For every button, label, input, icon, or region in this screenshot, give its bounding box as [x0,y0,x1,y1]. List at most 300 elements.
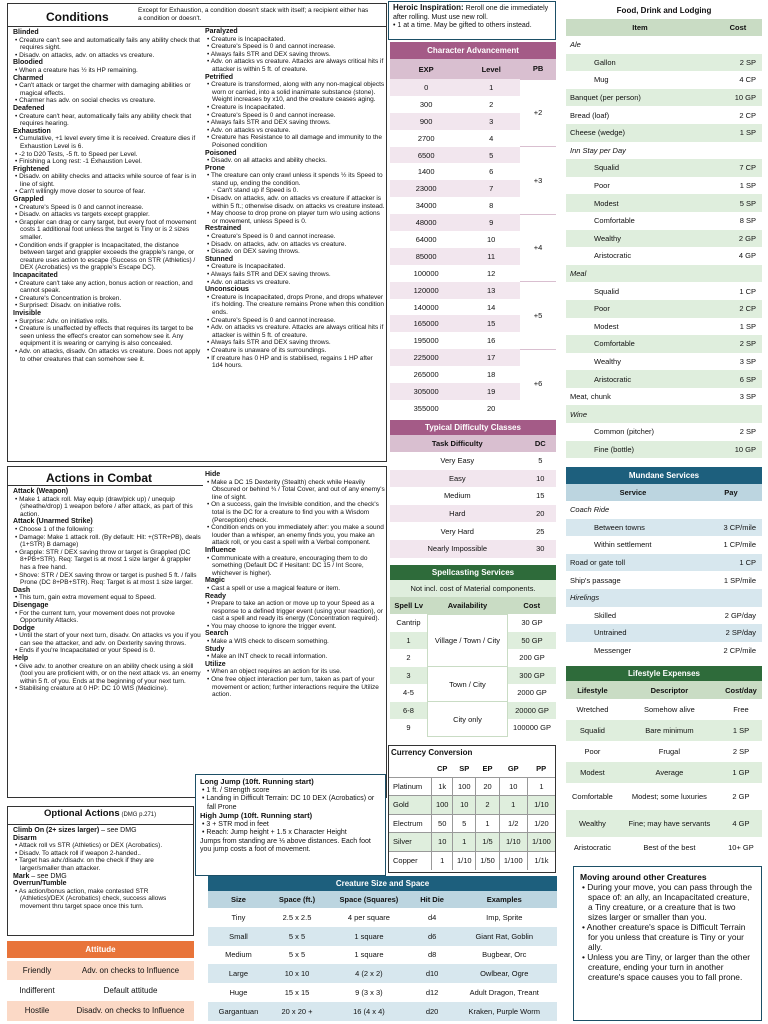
cell: 50 [432,814,453,833]
list-item: • Adv. on attacks vs creature. Attacks are always critical hits if attacker is within 5 ft. of creature. [205,324,385,339]
list-item: • Reach: Jump height + 1.5 x Character Height [200,829,381,838]
moving-title: Moving around other Creatures [580,872,707,882]
cell: 23000 [415,184,437,194]
cell: Easy [448,473,466,483]
list-item: • Grappler can drag or carry target, but every foot of movement costs 1 additional foot unless the target is Tiny or is 2 sizes smaller. [13,219,201,242]
item-cell: Comfortable [594,339,635,349]
column-header: DC [525,435,556,452]
item-cell: Aristocratic [594,251,632,261]
list-item: • Disadv. on all attacks and ability checks. [205,157,385,165]
cell: Owlbear, Ogre [480,969,529,979]
table-row [566,699,762,720]
cell: d8 [427,950,437,960]
cost-cell: 1 SP [739,128,756,138]
cell: 8 [489,201,494,211]
lifestyle-expenses-table [566,666,762,862]
list-item: • Creature can't see and automatically fails any ability check that requires sight. [13,37,201,52]
attitude-title: Attitude [7,941,194,958]
section-heading [13,827,193,835]
column-header: Availability [427,597,507,614]
section-list [13,113,201,128]
cell: 265000 [413,370,439,380]
list-item: • Disadv. on attacks, adv. on attacks vs creature if attacker is within 5 ft.; otherwise disadv. on attacks vs creature instead. [205,195,385,210]
cell: Wealthy [578,819,606,828]
moving-around-panel [573,866,762,1021]
cell: Village / Town / City [427,614,507,667]
cell: 6 [489,167,494,177]
cell: 200 GP [508,649,556,667]
cell: 2 [489,99,494,109]
section-name: Disarm [13,834,37,842]
cell: Hard [449,509,466,519]
cell: Medium [225,950,252,960]
optional-actions-panel [7,806,194,936]
cell: 5 x 5 [288,950,306,960]
column-header: Service [566,484,700,501]
table-row [566,642,762,660]
cell: 100000 GP [508,719,556,737]
cell: Bare minimum [645,726,694,735]
character-advancement-table [390,42,556,416]
cell: 1/2 [499,814,527,833]
item-cell: Untrained [594,628,627,638]
table-row [566,810,762,837]
table-row [389,796,555,815]
cell: 1 [476,814,499,833]
cell: Comfortable [572,792,613,801]
mundane-services-table [566,467,762,662]
section-heading: Unconscious [205,286,249,294]
cell: 30 [536,544,545,554]
attitude-row [7,981,194,1001]
cell: 10+ GP [728,843,754,852]
table-row [390,667,556,685]
optional-actions-title: Optional Actions [44,808,120,819]
cell: Very Easy [440,456,475,466]
heroic-title: Heroic Inspiration: [393,3,464,12]
list-item: • Grapple: STR / DEX saving throw or target is Grappled (DC 8+PB+STR). Req: Target is at most 1 size larger & grappler has a free hand. [13,549,201,572]
section-list [205,479,385,547]
table-row [566,36,762,54]
cell: Poor [584,747,601,756]
list-item: • When an object requires an action for its use. [205,668,385,676]
cell: 1/100 [527,833,555,852]
cost-cell: 1 SP/mile [723,575,756,585]
list-item: • Until the start of your next turn, disadv. On attacks vs you if you can see the attacker, and adv. on Dexterity saving throws. [13,632,201,647]
lifestyle-title: Lifestyle Expenses [566,666,762,681]
table-row [566,741,762,762]
cell: 18 [487,370,496,380]
cell: 100000 [413,268,439,278]
cell: d20 [425,1006,439,1016]
section-list [13,135,201,165]
section-heading: Incapacitated [13,272,58,279]
section-heading [13,873,193,881]
cell: Average [655,768,684,777]
food-drink-lodging-table [566,3,762,464]
cell: Adv. on checks to Influence [67,961,194,981]
cell: 1 [527,777,555,796]
item-cell: Fine (bottle) [594,444,635,454]
table-row [390,79,556,96]
list-item: • Adv. on attacks vs creature. [205,279,385,287]
table-row [566,71,762,89]
section-list [13,280,201,310]
jump-panel [195,774,386,876]
table-row [389,851,555,870]
cost-cell: 3 SP [739,392,756,402]
list-item: • If creature has 0 HP and is stabilised, regains 1 HP after 1d4 hours. [205,355,385,370]
item-cell: Modest [594,321,619,331]
list-item: • Condition ends on you immediately after: you make a sound louder than a whisper, an enemy finds you, you make an attack roll, or you cast a spell with a Verbal component. [205,524,385,547]
table-row [566,554,762,572]
cell: Cantrip [390,614,427,632]
cell: 9 (3 x 3) [355,988,383,998]
cell: 100 [453,777,476,796]
pb-cell: +2 [520,79,556,147]
list-item: • Disadv. To attack roll if weapon 2-handed.. [13,850,193,858]
pb-cell: +3 [520,147,556,215]
table-row [208,927,557,946]
list-item: • Adv. on attacks vs creature. Attacks are always critical hits if attacker is within 5 ft. of creature. [205,58,385,73]
cost-cell: 7 CP [739,163,756,173]
table-row [566,405,762,423]
table-row [390,470,556,488]
list-item: • Adv. on attacks, disadv. On attacks vs creature. Does not apply to other creatures that can somehow see it. [13,348,201,363]
cell: 1/50 [476,851,499,870]
table-row [566,607,762,625]
item-cell: Bread (loaf) [570,110,610,120]
cell: Large [228,969,249,979]
cell: 1 [432,851,453,870]
column-header: CP [437,764,448,774]
column-header: Cost/day [720,681,762,699]
cell: d12 [425,988,439,998]
cell: 11 [487,251,496,261]
cost-cell: 3 SP [739,356,756,366]
cell: 140000 [413,302,439,312]
column-header: Descriptor [619,681,720,699]
section-heading [13,835,193,843]
cell: 4-5 [390,684,427,702]
section-heading: Attack (Weapon) [13,488,69,495]
combat-right-column [205,471,385,699]
cost-cell: 2 SP [739,427,756,437]
column-header [389,761,432,777]
item-cell: Inn Stay per Day [570,145,626,155]
cell: 2 GP [732,792,750,801]
cell: Default attitude [67,981,194,1001]
list-item: • Prepare to take an action or move up to your Speed as a response to a defined trigger event (using your reaction), or cast a spell and ready its energy (Concentration required). [205,600,385,623]
section-list [205,233,385,256]
heroic-bullet: • 1 at a time. May be gifted to others instead. [393,22,532,29]
currency-conversion-table [388,745,556,873]
cell: 6-8 [390,702,427,720]
cell: 20 [487,403,496,413]
section-list [13,888,193,911]
header-row [566,681,762,699]
table-row [566,177,762,195]
cell: 30 GP [508,614,556,632]
list-item: • Ends if you're Incapacitated or your Speed is 0. [13,647,201,655]
cell: 20000 GP [508,702,556,720]
section-list [13,842,193,872]
item-cell: Common (pitcher) [594,427,655,437]
header-row [390,435,556,452]
item-cell: Ship's passage [570,575,621,585]
section-list [205,668,385,698]
list-item: • Make an INT check to recall information. [205,653,385,661]
section-list [13,526,201,587]
cell: 50 GP [508,632,556,650]
cost-cell: 2 GP [738,233,756,243]
section-list [205,555,385,578]
item-cell: Aristocratic [594,374,632,384]
long-jump-title: Long Jump (10ft. Running start) [200,777,314,786]
list-item: • Disadv. on attacks vs targets except grappler. [13,211,201,219]
table-row [390,282,556,299]
column-header: PB [520,59,556,79]
cell: 5 x 5 [288,931,306,941]
list-item: • Creature can't take any action, bonus action or reaction, and cannot speak. [13,280,201,295]
column-header: Level [462,59,520,79]
table-row [390,487,556,505]
section-heading: Poisoned [205,149,237,157]
cell: Hostile [7,1001,67,1021]
section-heading: Utilize [205,660,226,668]
list-item: • Landing in Difficult Terrain: DC 10 DEX (Acrobatics) or fall Prone [200,795,381,812]
list-item: • Choose 1 of the following: [13,526,201,534]
cell: Frugal [658,747,681,756]
section-list [205,600,385,630]
cell: Aristocratic [573,843,611,852]
cell: Kraken, Purple Worm [468,1006,541,1016]
list-item: • Creature's Concentration is broken. [13,295,201,303]
cell: Imp, Sprite [486,912,523,922]
header-row [389,761,555,777]
list-item: • 3 + STR mod in feet [200,821,381,830]
advancement-title: Character Advancement [390,42,556,59]
section-heading: Dash [13,586,31,594]
cell: Medium [443,491,471,501]
heroic-inspiration-panel [388,1,556,40]
item-cell: Modest [594,198,619,208]
column-header: Examples [451,891,557,908]
item-cell: Poor [594,181,610,191]
item-cell: Squalid [594,286,620,296]
list-item: • Condition ends if grappler is Incapacitated, the distance between target and grappler exceeds the grapple's range, or creature uses action to escape (Success on STR (Athletics) / DEX (Acrobatics) vs the grapple's Escape DC). [13,242,201,272]
list-item: • Shove: STR / DEX saving throw or target is pushed 5 ft. / falls Prone (DC 8+PB+STR). Req: Target is at most 1 size larger. [13,572,201,587]
list-item: • Target has adv./disadv. on the check if they are larger/smaller than attacker. [13,857,193,872]
cost-cell: 4 GP [738,251,756,261]
table-row [566,300,762,318]
cell: 34000 [415,201,437,211]
table-row [566,624,762,642]
table-row [566,106,762,124]
section-list [205,36,385,74]
column-header: Space (Squares) [325,891,413,908]
cell: Gold [389,796,432,815]
cell: 10 [487,234,496,244]
cell: 20 [536,509,545,519]
table-row [566,159,762,177]
cell: 4 [489,133,494,143]
cell: 6500 [417,150,435,160]
table-row [208,946,557,965]
cell: Free [733,705,749,714]
cost-cell: 1 CP [739,286,756,296]
table-row [390,349,556,366]
conditions-right-column [205,28,385,370]
list-item: • Disadv. on attacks, adv. on attacks vs creature. [13,52,201,60]
list-item: • During your move, you can pass through the space of: an ally, an Incapacitated creature, a Tiny creature, or a creature that is two sizes larger or smaller than you. [582,882,753,922]
list-item: • The creature can only crawl unless it spends ½ its Speed to stand up, ending the condition. [205,172,385,187]
jump-note: Jumps from standing are ⅓ above distances. Each foot you jump costs a foot of movement. [200,837,371,853]
cell: 355000 [413,403,439,413]
list-item: • Disadv. on DEX saving throws. [205,248,385,256]
table-row [390,452,556,470]
cost-cell [700,589,762,607]
section-list [13,67,201,75]
cell: 15 x 15 [284,988,310,998]
cost-cell: 2 CP [739,304,756,314]
table-row [566,318,762,336]
cell: 4 per square [347,912,390,922]
cell: 9 [390,719,427,737]
column-header: Task Difficulty [390,435,525,452]
spellcasting-services-table [390,565,556,741]
column-header: Spell Lv [390,597,427,614]
cell: 10 [432,833,453,852]
table-row [566,282,762,300]
section-list [13,496,201,519]
cost-cell: 3 CP/mile [723,522,756,532]
section-heading: Study [205,645,225,653]
list-item: • Make a DC 15 Dexterity (Stealth) check while Heavily Obscured or behind ¾ / Total Cover, and out of any enemy's line of sight. [205,479,385,502]
cell: 1 [390,632,427,650]
cell: Modest [580,768,605,777]
table-row [208,983,557,1002]
table-row [208,908,557,927]
cell: Huge [229,988,248,998]
list-item: • On a success, gain the Invisible condition, and the check's total is the DC for a creature to find you with a Wisdom (Perception) check. [205,501,385,524]
cell: Modest; some luxuries [631,792,707,801]
cost-cell: 1 CP [739,558,756,568]
cell: Bugbear, Orc [482,950,527,960]
table-row [566,589,762,607]
cost-cell: 10 GP [734,444,756,454]
column-header: Size [208,891,269,908]
item-cell: Banquet (per person) [570,93,641,103]
cell: 1 GP [732,768,750,777]
cost-cell: 2 SP [739,339,756,349]
cell: 48000 [415,218,437,228]
cost-cell: 8 SP [739,216,756,226]
cost-cell [714,36,762,54]
list-item: • Creature can't hear, automatically fails any ability check that requires hearing. [13,113,201,128]
list-item: • Disadv. on attacks, adv. on attacks vs creature. [205,241,385,249]
cost-cell: 2 SP [739,57,756,67]
section-list [205,263,385,286]
section-suffix: – see DMG [99,827,137,834]
list-item: • You may choose to ignore the trigger event. [205,623,385,631]
cell: 10 x 10 [284,969,310,979]
cost-cell [714,142,762,160]
mundane-title: Mundane Services [566,467,762,484]
cell: 7 [489,184,494,194]
table-row [566,142,762,160]
cell: d6 [427,931,437,941]
table-row [566,388,762,406]
cost-cell [714,405,762,423]
cell: 15 [487,319,496,329]
cost-cell: 6 SP [739,374,756,384]
difficulty-classes-table [390,420,556,560]
section-list [13,173,201,196]
table-row [208,1002,557,1021]
list-item: • Give adv. to another creature on an ability check using a skill (tool you are proficient with, or on the next attack vs. an enemy within 5 ft. of you. Ends at the beginning of your next turn. [13,663,201,686]
cell: 2 [390,649,427,667]
section-list [205,294,385,370]
cost-cell: 2 SP/day [725,628,756,638]
cell: 1400 [417,167,435,177]
section-heading: Invisible [13,309,42,317]
section-heading: Help [13,655,29,663]
cost-cell [714,265,762,283]
cell: 0 [424,82,429,92]
pb-cell: +4 [520,214,556,282]
cell: 1 [453,833,476,852]
section-list [205,585,385,593]
table-row [566,837,762,858]
cell: Small [229,931,248,941]
cell: 1 square [354,931,384,941]
table-row [566,720,762,741]
column-header: Item [566,19,714,36]
table-row [566,762,762,783]
item-cell: Ale [570,40,581,50]
combat-left-column [13,488,201,693]
combat-panel [7,466,387,798]
section-name: Mark [13,872,30,880]
table-row [566,501,762,519]
conditions-note: Except for Exhaustion, a condition doesn't stack with itself; a recipient either has a condition or doesn't. [138,7,369,22]
cell: d10 [425,969,439,979]
section-heading: Petrified [205,73,234,81]
cell: Wretched [576,705,609,714]
section-list [13,663,201,693]
section-list [205,172,385,225]
item-cell: Meat, chunk [570,392,611,402]
table-row [566,124,762,142]
table-row [566,519,762,537]
cell: Squalid [579,726,605,735]
cell: 17 [487,353,496,363]
column-header: Cost [508,597,556,614]
list-item: • Creature's Speed is 0 and cannot increase. [205,317,385,325]
item-cell: Skilled [594,610,617,620]
table-row [390,522,556,540]
cell: 5 [538,456,543,466]
item-cell: Wealthy [594,233,621,243]
cell: Gargantuan [218,1006,259,1016]
list-item: • Creature is transformed, along with any non-magical objects worn or carried, into a solid inanimate substance (stone). Weight increases by x10, and the creature ceases aging. [205,81,385,104]
list-item: • Always fails STR and DEX saving throws. [205,271,385,279]
cell: 300 GP [508,667,556,685]
table-row [390,505,556,523]
cell: Giant Rat, Goblin [475,931,533,941]
cell: 2.5 x 2.5 [282,912,312,922]
